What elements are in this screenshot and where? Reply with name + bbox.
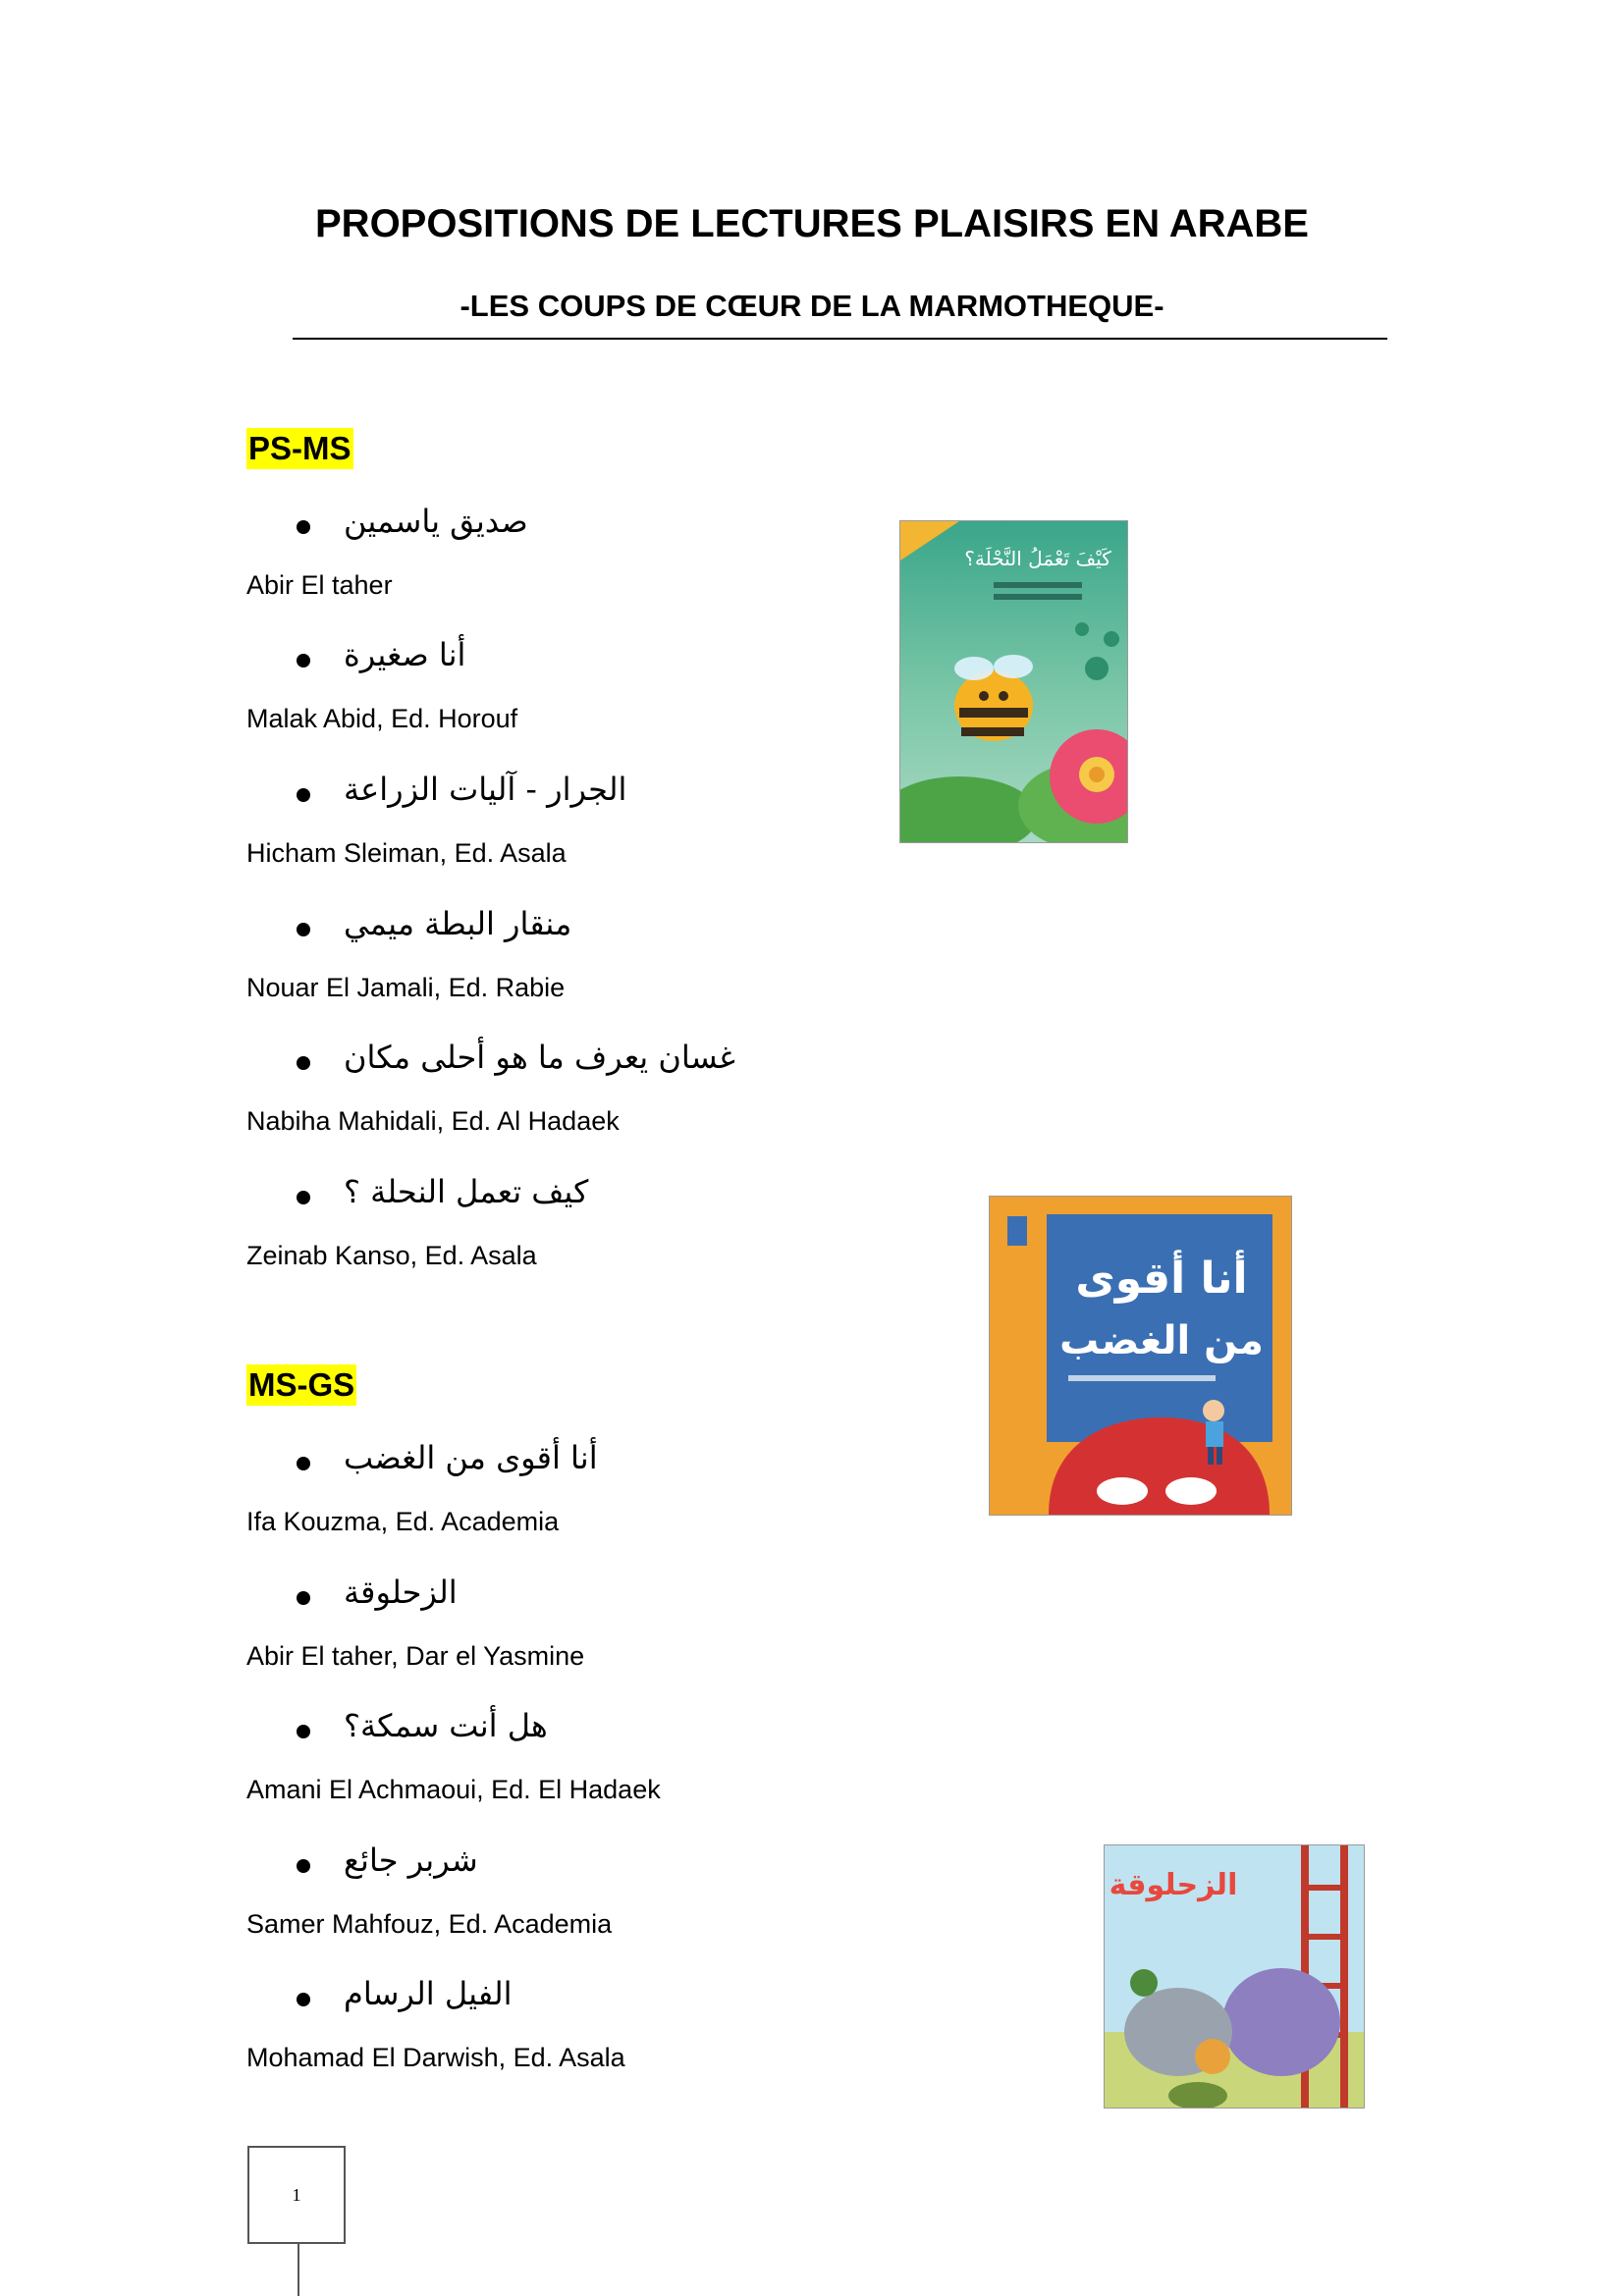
- book-cover-slide: [1104, 1844, 1365, 2109]
- book-title-arabic: الجرار - آليات الزراعة: [344, 771, 627, 808]
- book-title-arabic: الفيل الرسام: [344, 1975, 513, 2012]
- book-author: Zeinab Kanso, Ed. Asala: [246, 1241, 537, 1270]
- page-number: 1: [292, 2185, 301, 2205]
- book-cover-anger: [989, 1196, 1292, 1516]
- book-author: Abir El taher, Dar el Yasmine: [246, 1641, 585, 1671]
- book-title-arabic: أنا صغيرة: [344, 636, 466, 673]
- book-title-arabic: صديق ياسمين: [344, 503, 528, 540]
- bullet-icon: [297, 1993, 310, 2006]
- cover-title-line1: أنا أقوى: [1075, 1254, 1248, 1304]
- book-title-arabic: منقار البطة ميمي: [344, 905, 572, 942]
- book-author: Nabiha Mahidali, Ed. Al Hadaek: [246, 1106, 620, 1136]
- book-title-arabic: الزحلوقة: [344, 1574, 458, 1611]
- bullet-icon: [297, 1859, 310, 1873]
- bullet-icon: [297, 1591, 310, 1605]
- book-cover-bee: [899, 520, 1128, 843]
- bullet-icon: [297, 520, 310, 534]
- bullet-icon: [297, 788, 310, 802]
- book-author: Mohamad El Darwish, Ed. Asala: [246, 2043, 625, 2072]
- document-subtitle: -LES COUPS DE CŒUR DE LA MARMOTHEQUE-: [460, 289, 1164, 323]
- book-title-arabic: أنا أقوى من الغضب: [344, 1439, 598, 1476]
- bullet-icon: [297, 1457, 310, 1470]
- book-author: Amani El Achmaoui, Ed. El Hadaek: [246, 1775, 661, 1804]
- bullet-icon: [297, 923, 310, 936]
- title-underline: [293, 338, 1387, 340]
- section-heading-ms-gs: MS-GS: [246, 1364, 356, 1406]
- book-title-arabic: غسان يعرف ما هو أحلى مكان: [344, 1039, 735, 1076]
- book-author: Samer Mahfouz, Ed. Academia: [246, 1909, 613, 1939]
- book-title-arabic: كيف تعمل النحلة ؟: [344, 1173, 589, 1210]
- cover-title: الزحلوقة: [1109, 1868, 1238, 1902]
- bullet-icon: [297, 654, 310, 667]
- cover-title: كَيْفَ تَعْمَلُ النَّحْلَة؟: [964, 547, 1111, 570]
- book-title-arabic: شربر جائع: [344, 1842, 478, 1879]
- book-author: Abir El taher: [246, 570, 393, 600]
- book-author: Ifa Kouzma, Ed. Academia: [246, 1507, 560, 1536]
- section-heading-ps-ms: PS-MS: [246, 428, 353, 469]
- bullet-icon: [297, 1725, 310, 1738]
- bullet-icon: [297, 1056, 310, 1070]
- page-number-box: [247, 2146, 346, 2244]
- cover-title-line2: من الغضب: [1059, 1318, 1264, 1363]
- book-title-arabic: هل أنت سمكة؟: [344, 1707, 548, 1744]
- page-number-line: [298, 2242, 299, 2296]
- document-title: PROPOSITIONS DE LECTURES PLAISIRS EN ARABE: [315, 202, 1309, 245]
- book-author: Hicham Sleiman, Ed. Asala: [246, 838, 567, 868]
- book-author: Malak Abid, Ed. Horouf: [246, 704, 518, 733]
- book-author: Nouar El Jamali, Ed. Rabie: [246, 973, 566, 1002]
- bullet-icon: [297, 1191, 310, 1204]
